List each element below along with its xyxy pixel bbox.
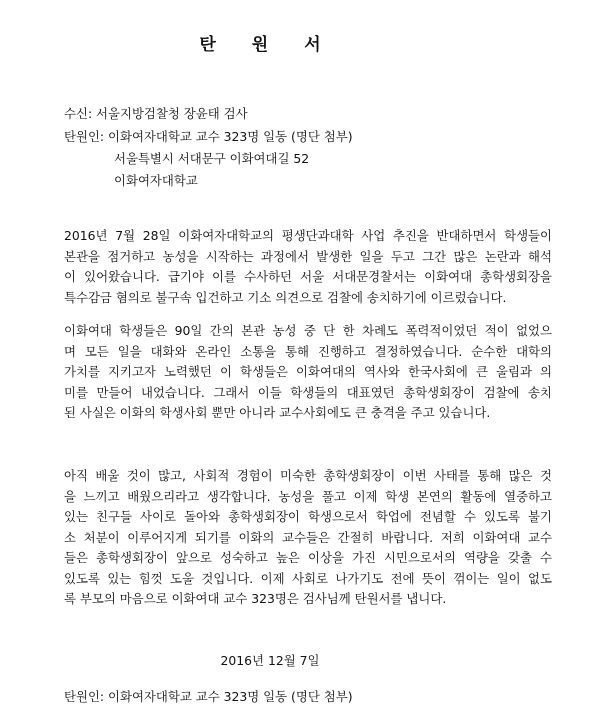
closing-petitioner-line: 탄원인: 이화여자대학교 교수 323명 일동 (명단 첨부)	[64, 689, 353, 704]
paragraph-1	[64, 226, 552, 308]
paragraph-line: 본관을 점거하고 농성을 시작하는 과정에서 발생한 일을 두고 그간 많은 논란과 해석	[64, 248, 552, 264]
paragraph-line: 있는 친구들 사이로 돌아와 총학생회장이 학생으로서 학업에 전념할 수 있도록 불기	[64, 509, 552, 524]
petitioner-line: 탄원인: 이화여자대학교 교수 323명 일동 (명단 첨부)	[64, 129, 353, 144]
paragraph-line: 록 부모의 마음으로 이화여대 교수 323명은 검사님께 탄원서를 냅니다.	[64, 591, 447, 606]
paragraph-3	[64, 466, 552, 610]
paragraph-line: 가치를 지키고자 노력했던 이 학생들은 이화여대의 역사와 한국사회에 큰 울림과 의	[64, 364, 552, 379]
paragraph-line: 된 사실은 이화의 학생사회 뿐만 아니라 교수사회에도 큰 충격을 주고 있습니다.	[64, 405, 491, 420]
paragraph-2	[64, 321, 552, 424]
paragraph-line: 미를 만들어 내었습니다. 그래서 이들 학생들의 대표였던 총학생회장이 검찰에 송치	[64, 384, 552, 400]
address-line-2: 이화여자대학교	[114, 173, 198, 188]
paragraph-line: 소 처분이 이루어지게 되기를 이화의 교수들은 간절히 바랍니다. 저희 이화여대 교수	[64, 529, 552, 545]
document-title: 탄원서	[199, 35, 357, 55]
recipient-line: 수신: 서울지방검찰청 장윤태 검사	[64, 106, 248, 121]
paragraph-line: 2016년 7월 28일 이화여자대학교의 평생단과대학 사업 추진을 반대하면서 학생들이	[64, 228, 552, 243]
paragraph-line: 특수감금 혐의로 불구속 입건하고 기소 의견으로 검찰에 송치하기에 이르렀습니다.	[64, 289, 507, 305]
paragraph-line: 있도록 있는 힘껏 도울 것입니다. 이제 사회로 나가기도 전에 뜻이 꺾이는 일이 없도	[64, 570, 552, 586]
paragraph-line: 이 있어왔습니다. 급기야 이를 수사하던 서울 서대문경찰서는 이화여대 총학생회장을	[64, 269, 552, 284]
document-date: 2016년 12월 7일	[220, 653, 320, 668]
address-line-1: 서울특별시 서대문구 이화여대길 52	[114, 151, 310, 166]
paragraph-line: 들은 총학생회장이 앞으로 성숙하고 높은 이상을 가진 시민으로서의 역량을 갖출 수	[64, 550, 552, 565]
paragraph-line: 며 모든 일을 대화와 온라인 소통을 통해 진행하고 결정하였습니다. 순수한 대학의	[64, 343, 552, 359]
paragraph-line: 이화여대 학생들은 90일 간의 본관 농성 중 단 한 차례도 폭력적이었던 적이 없었으	[64, 323, 552, 338]
paragraph-line: 을 느끼고 배웠으리라고 생각합니다. 농성을 풀고 이제 학생 본연의 활동에 열중하고	[64, 488, 552, 504]
paragraph-line: 아직 배울 것이 많고, 사회적 경험이 미숙한 총학생회장이 이번 사태를 통해 많은 것	[64, 468, 552, 483]
